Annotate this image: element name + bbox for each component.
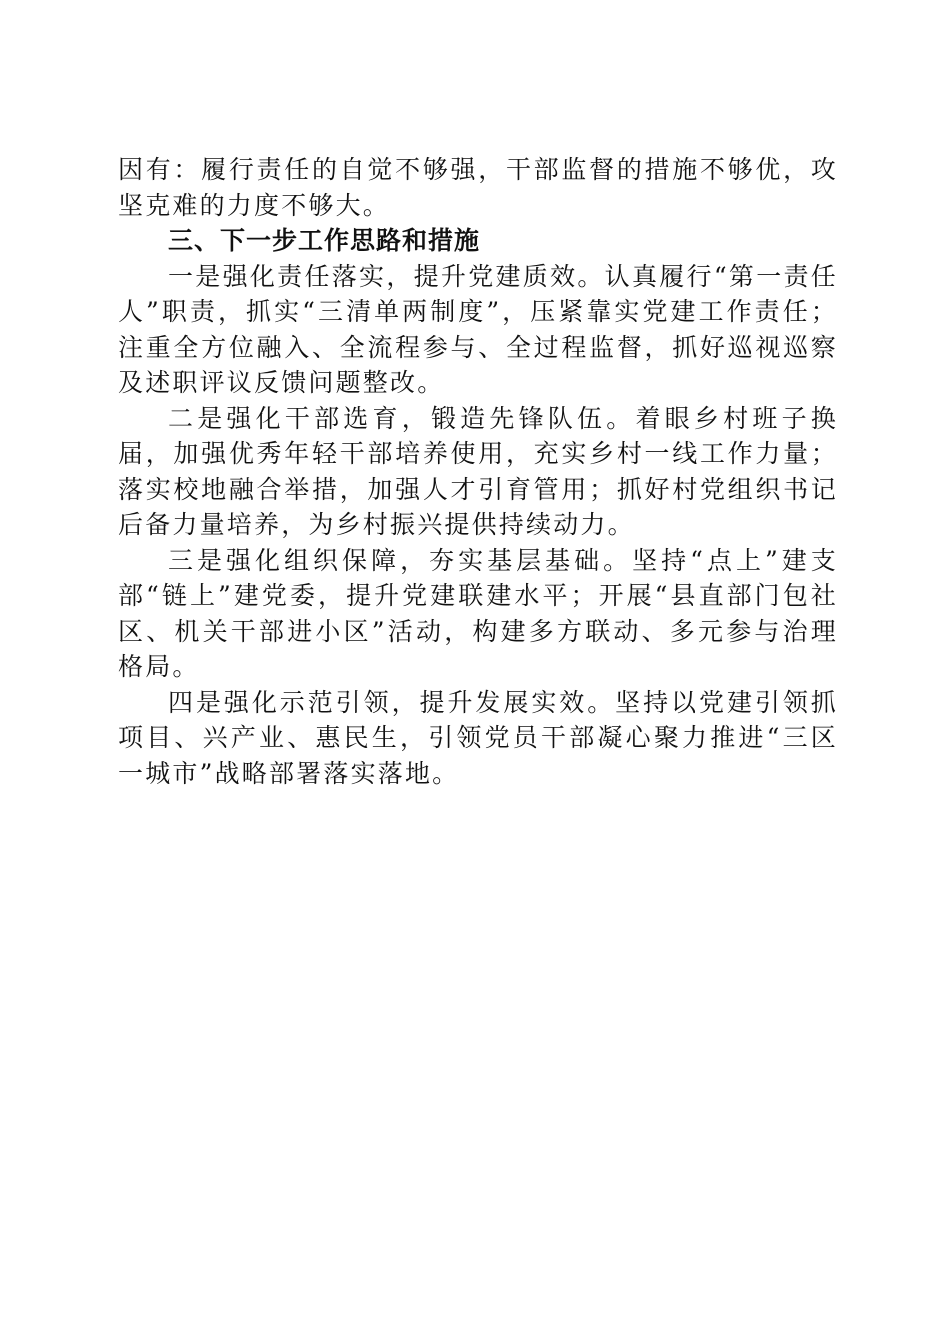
paragraph-responsibility: 一是强化责任落实，提升党建质效。认真履行“第一责任人”职责，抓实“三清单两制度”，压紧靠实党建工作责任；注重全方位融入、全流程参与、全过程监督，抓好巡视巡察及述职评议反馈问题整改。 xyxy=(118,261,838,397)
paragraph-cadre-selection: 二是强化干部选育，锻造先锋队伍。着眼乡村班子换届，加强优秀年轻干部培养使用，充实乡村一线工作力量；落实校地融合举措，加强人才引育管用；抓好村党组织书记后备力量培养，为乡村振兴提供持续动力。 xyxy=(118,403,838,539)
document-body xyxy=(118,152,838,791)
section-heading: 三、下一步工作思路和措施 xyxy=(168,226,481,255)
paragraph-demonstration: 四是强化示范引领，提升发展实效。坚持以党建引领抓项目、兴产业、惠民生，引领党员干部凝心聚力推进“三区一城市”战略部署落实落地。 xyxy=(118,687,838,788)
paragraph-organization: 三是强化组织保障，夯实基层基础。坚持“点上”建支部“链上”建党委，提升党建联建水平；开展“县直部门包社区、机关干部进小区”活动，构建多方联动、多元参与治理格局。 xyxy=(118,545,838,681)
paragraph-continuation: 因有：履行责任的自觉不够强，干部监督的措施不够优，攻坚克难的力度不够大。 xyxy=(118,155,838,220)
